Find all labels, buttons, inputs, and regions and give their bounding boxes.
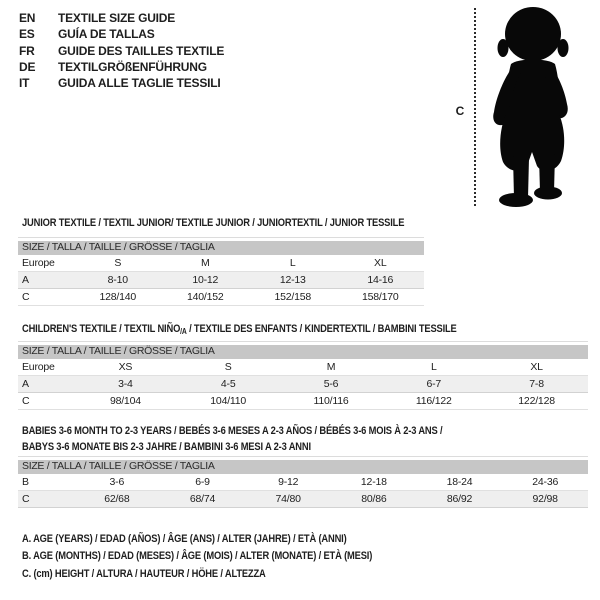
language-label: GUIDA ALLE TAGLIE TESSILI [58,76,221,91]
language-code: EN [19,11,36,25]
language-row-fr [19,43,224,59]
footnote-age-years: A. AGE (YEARS) / EDAD (AÑOS) / ÂGE (ANS) / ALTER (JAHRE) / ETÀ (ANNI) [22,533,347,545]
table-row-height [18,289,424,306]
table-row-height [18,491,588,508]
table-row-age [18,272,424,289]
size-cell: S [114,256,122,269]
size-cell: M [200,256,210,269]
height-measure-label: C [455,104,465,118]
row-label: A [22,377,29,390]
title-subscript: /A [180,327,187,336]
footnote-height-cm: C. (cm) HEIGHT / ALTURA / HAUTEUR / HÖHE / ALTEZZA [22,567,266,580]
height-cell: 68/74 [189,492,216,505]
size-cell: XL [530,360,543,373]
language-row-es [19,26,224,42]
table-row-europe [18,255,424,272]
age-cell: 12-18 [360,475,387,488]
children-size-table [18,341,588,410]
language-label: TEXTILE SIZE GUIDE [58,11,176,25]
size-cell: M [326,360,336,373]
age-cell: 24-36 [532,475,559,488]
height-cell: 104/110 [210,395,247,408]
height-cell: 86/92 [446,492,473,505]
age-cell: 6-7 [426,377,442,390]
language-code: ES [19,27,35,42]
height-cell: 74/80 [275,492,301,505]
height-cell: 158/170 [361,291,399,304]
age-cell: 18-24 [446,475,473,488]
size-header-bar: SIZE / TALLA / TAILLE / GRÖSSE / TAGLIA [18,241,424,255]
age-cell: 10-12 [192,273,219,286]
age-cell: 12-13 [279,273,306,286]
language-row-de [19,59,224,75]
footnote-age-months: B. AGE (MONTHS) / EDAD (MESES) / ÂGE (MOIS) / ALTER (MONATE) / ETÀ (MESI) [22,550,373,563]
row-label: C [22,492,30,505]
title-text: CHILDREN'S TEXTILE / TEXTIL NIÑO [22,323,181,335]
height-cell: 122/128 [518,395,555,408]
row-label: C [22,395,30,408]
age-cell: 4-5 [220,377,236,390]
table-row-height [18,393,588,410]
table-row-europe [18,359,588,376]
language-code: FR [19,43,35,58]
size-cell: L [289,256,296,269]
row-label: A [22,273,29,286]
children-table-title [22,321,457,338]
title-line: BABIES 3-6 MONTH TO 2-3 YEARS / BEBÉS 3-6 MESES A 2-3 AÑOS / BÉBÉS 3-6 MOIS À 2-3 ANS / [22,425,443,437]
table-row-age-months [18,474,588,491]
age-cell: 5-6 [323,377,339,390]
height-cell: 110/116 [313,395,349,408]
language-code: IT [19,76,30,91]
age-cell: 3-6 [109,475,125,488]
babies-size-table [18,456,588,508]
height-measure-dotted-line [474,8,476,206]
row-label: B [22,475,29,488]
age-cell: 14-16 [367,273,394,286]
table-top-rule [18,456,588,457]
junior-size-table [18,237,424,306]
height-cell: 140/152 [186,291,224,304]
language-label: TEXTILGRÖßENFÜHRUNG [58,59,207,74]
age-cell: 8-10 [107,273,128,286]
language-row-en [19,10,224,26]
size-cell: XL [374,256,387,269]
age-cell: 9-12 [278,475,299,488]
height-cell: 80/86 [361,492,387,505]
table-top-rule [18,341,588,342]
language-label: GUIDE DES TAILLES TEXTILE [58,43,225,58]
height-cell: 62/68 [104,492,130,505]
language-row-it [19,75,224,91]
row-label: Europe [22,360,55,373]
size-cell: XS [118,360,133,373]
height-cell: 128/140 [99,291,137,304]
legend-footnotes [22,531,434,583]
title-text: / TEXTILE DES ENFANTS / KINDERTEXTIL / BAMBINI TESSILE [186,323,457,335]
row-label: C [22,291,30,304]
junior-table-title: JUNIOR TEXTILE / TEXTIL JUNIOR/ TEXTILE JUNIOR / JUNIORTEXTIL / JUNIOR TESSILE [22,217,405,229]
table-row-age [18,376,588,393]
table-top-rule [18,237,424,238]
height-cell: 116/122 [415,395,452,408]
row-label: Europe [22,256,55,269]
title-line: BABYS 3-6 MONATE BIS 2-3 JAHRE / BAMBINI 3-6 MESI A 2-3 ANNI [22,441,311,453]
language-list [19,10,224,91]
height-cell: 152/158 [274,291,312,304]
height-cell: 98/104 [109,395,141,408]
age-cell: 7-8 [529,377,544,390]
size-cell: S [224,360,232,373]
height-cell: 92/98 [532,492,558,505]
babies-table-title [22,423,442,455]
language-label: GUÍA DE TALLAS [58,27,155,42]
size-header-bar: SIZE / TALLA / TAILLE / GRÖSSE / TAGLIA [18,460,588,474]
age-cell: 3-4 [118,377,133,390]
size-cell: L [430,360,437,373]
age-cell: 6-9 [195,475,210,488]
language-code: DE [19,59,36,74]
baby-silhouette-icon [482,6,582,208]
size-header-bar: SIZE / TALLA / TAILLE / GRÖSSE / TAGLIA [18,345,588,359]
